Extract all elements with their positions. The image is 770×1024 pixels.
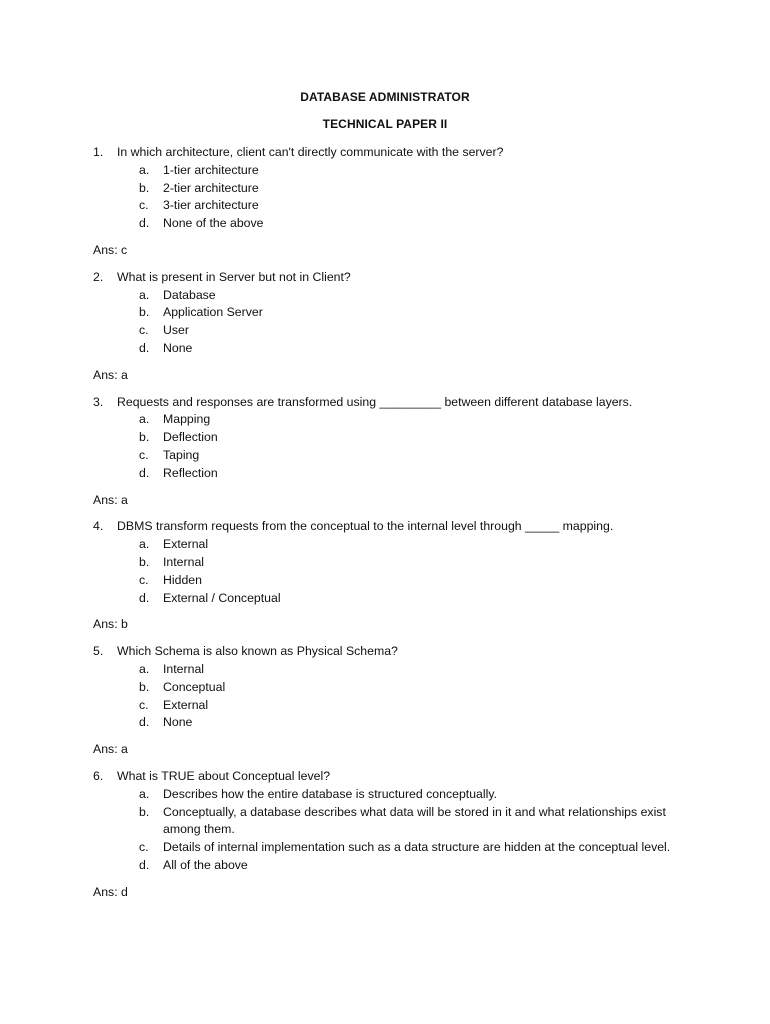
question-number: 4. [93, 519, 104, 534]
option-letter: d. [139, 590, 150, 605]
option-letter: c. [139, 447, 149, 462]
option-letter: a. [139, 412, 150, 427]
answer-key: Ans: a [93, 367, 128, 382]
option-text: Application Server [163, 305, 263, 320]
question-item [0, 269, 770, 385]
option-text: External / Conceptual [163, 590, 281, 605]
answer-option [0, 340, 770, 358]
answer-option [0, 661, 770, 679]
question-number: 3. [93, 394, 104, 409]
question-item [0, 518, 770, 634]
question-item [0, 768, 770, 902]
question-text: What is TRUE about Conceptual level? [117, 768, 331, 783]
option-text: All of the above [163, 857, 248, 872]
question-line [0, 768, 770, 786]
option-letter: d. [139, 340, 150, 355]
option-letter: c. [139, 198, 149, 213]
answer-option [0, 215, 770, 233]
option-letter: b. [139, 804, 150, 819]
document-subtitle: TECHNICAL PAPER II [322, 117, 448, 131]
option-letter: a. [139, 537, 150, 552]
answer-option [0, 786, 770, 804]
document-title: DATABASE ADMINISTRATOR [300, 90, 470, 104]
answer-option [0, 572, 770, 590]
option-letter: b. [139, 305, 150, 320]
option-letter: a. [139, 661, 150, 676]
question-line [0, 269, 770, 287]
option-letter: c. [139, 572, 149, 587]
option-text: None [163, 715, 193, 730]
option-text: Details of internal implementation such as a data structure are hidden at the conceptual level. [163, 840, 671, 855]
option-text: Internal [163, 554, 205, 569]
option-text: Mapping [163, 412, 211, 427]
question-text: Which Schema is also known as Physical Schema? [117, 644, 398, 659]
option-letter: a. [139, 786, 150, 801]
question-text: DBMS transform requests from the conceptual to the internal level through _____ mapping. [117, 519, 614, 534]
option-letter: c. [139, 697, 149, 712]
option-letter: c. [139, 840, 149, 855]
option-text: 1-tier architecture [163, 162, 259, 177]
option-letter: a. [139, 287, 150, 302]
answer-option [0, 197, 770, 215]
answer-option [0, 304, 770, 322]
question-text: In which architecture, client can't directly communicate with the server? [117, 145, 504, 159]
answer-key: Ans: b [93, 617, 128, 632]
answer-option [0, 447, 770, 465]
option-text: 2-tier architecture [163, 180, 259, 195]
option-letter: c. [139, 323, 149, 338]
question-item [0, 394, 770, 510]
option-text: External [163, 697, 209, 712]
option-text: Internal [163, 661, 205, 676]
answer-option [0, 857, 770, 875]
question-number: 5. [93, 644, 104, 659]
answer-key: Ans: d [93, 884, 128, 899]
question-line [0, 643, 770, 661]
option-text: Taping [163, 447, 200, 462]
answer-option [0, 804, 770, 840]
option-letter: b. [139, 554, 150, 569]
answer-option [0, 162, 770, 180]
option-text: Reflection [163, 465, 218, 480]
answer-key: Ans: c [93, 242, 128, 257]
question-number: 6. [93, 768, 104, 783]
option-text: Describes how the entire database is structured conceptually. [163, 786, 498, 801]
option-letter: d. [139, 216, 150, 231]
option-letter: d. [139, 857, 150, 872]
question-line [0, 144, 770, 162]
question-item [0, 144, 770, 260]
answer-option [0, 697, 770, 715]
option-text: User [163, 323, 189, 338]
answer-key: Ans: a [93, 492, 128, 507]
answer-option [0, 714, 770, 732]
answer-option [0, 429, 770, 447]
answer-option [0, 411, 770, 429]
option-text: None of the above [163, 216, 264, 231]
option-text: Database [163, 287, 216, 302]
question-text: What is present in Server but not in Client? [117, 269, 351, 284]
question-text: Requests and responses are transformed using _________ between different database layers. [117, 394, 633, 409]
option-letter: b. [139, 430, 150, 445]
question-number: 1. [93, 145, 104, 159]
option-letter: b. [139, 679, 150, 694]
question-list [0, 144, 770, 910]
answer-option [0, 180, 770, 198]
answer-option [0, 536, 770, 554]
option-text: Conceptually, a database describes what data will be stored in it and what relationships exist among them. [163, 804, 666, 837]
option-letter: b. [139, 180, 150, 195]
question-line [0, 518, 770, 536]
option-text: Conceptual [163, 679, 226, 694]
answer-option [0, 287, 770, 305]
option-text: External [163, 537, 209, 552]
option-text: 3-tier architecture [163, 198, 259, 213]
option-text: None [163, 340, 193, 355]
option-text: Hidden [163, 572, 202, 587]
question-item [0, 643, 770, 759]
answer-option [0, 590, 770, 608]
answer-option [0, 554, 770, 572]
answer-option [0, 839, 770, 857]
question-number: 2. [93, 269, 104, 284]
answer-key: Ans: a [93, 742, 128, 757]
answer-option [0, 465, 770, 483]
option-letter: d. [139, 465, 150, 480]
question-line [0, 394, 770, 412]
option-letter: a. [139, 162, 150, 177]
answer-option [0, 322, 770, 340]
option-letter: d. [139, 715, 150, 730]
option-text: Deflection [163, 430, 218, 445]
answer-option [0, 679, 770, 697]
